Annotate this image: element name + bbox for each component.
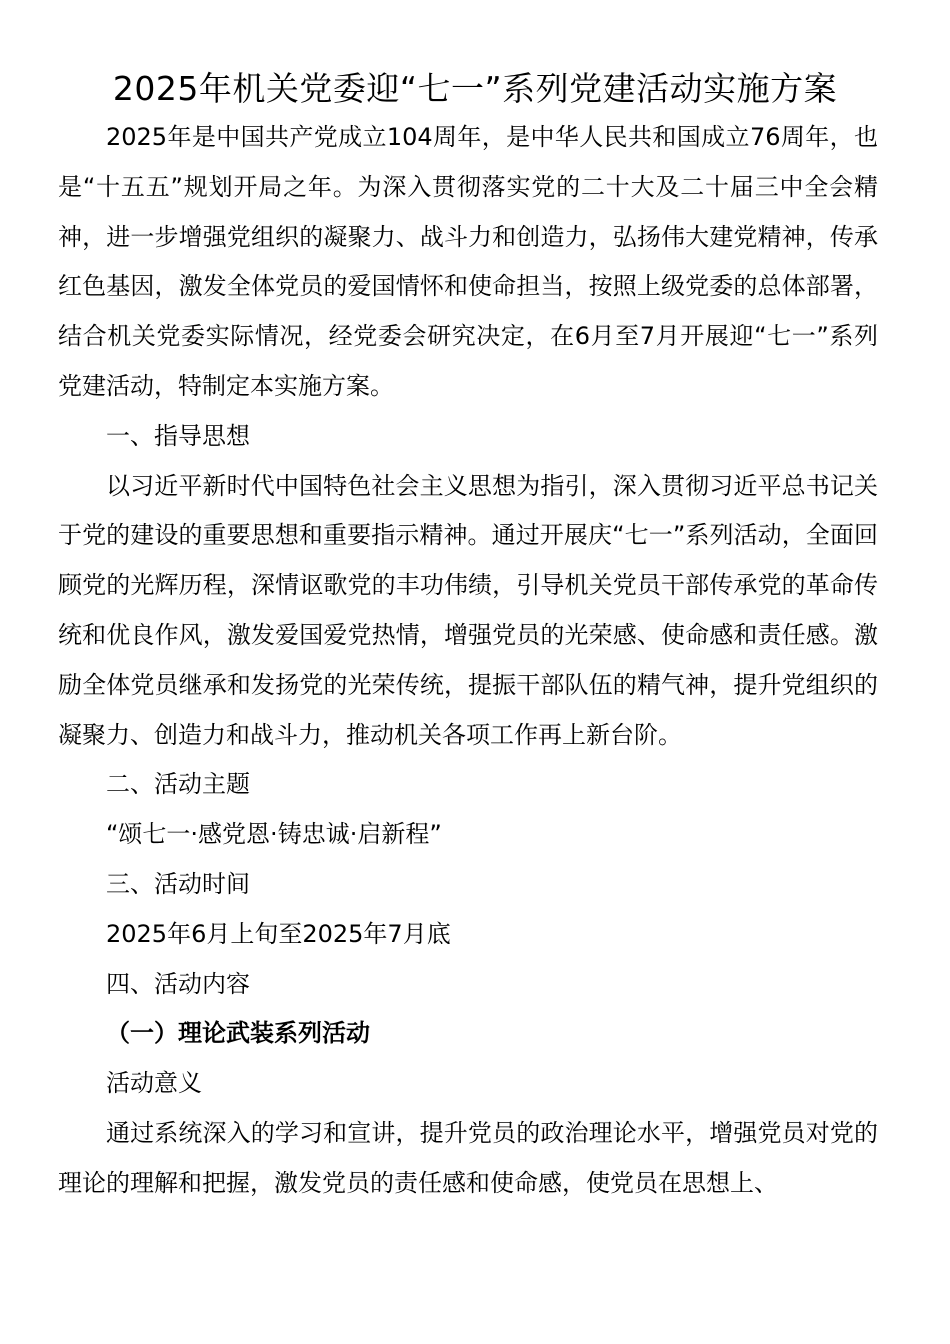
subsection-label-significance: 活动意义 [106, 1069, 202, 1098]
subsection-heading-theory: （一）理论武装系列活动 [106, 1019, 370, 1048]
activity-time-text: 2025年6月上旬至2025年7月底 [106, 919, 451, 948]
section-heading-activity-content: 四、活动内容 [106, 969, 250, 998]
document-body [58, 113, 878, 1209]
significance-paragraph: 通过系统深入的学习和宣讲，提升党员的政治理论水平，增强党员对党的理论的理解和把握，激发党员的责任感和使命感，使党员在思想上、 [58, 1118, 878, 1197]
intro-paragraph: 2025年是中国共产党成立104周年，是中华人民共和国成立76周年，也是“十五五”规划开局之年。为深入贯彻落实党的二十大及二十届三中全会精神，进一步增强党组织的凝聚力、战斗力和创造力，弘扬伟大建党精神，传承红色基因，激发全体党员的爱国情怀和使命担当，按照上级党委的总体部署，结合机关党委实际情况，经党委会研究决定，在6月至7月开展迎“七一”系列党建活动，特制定本实施方案。 [58, 123, 878, 400]
document-title: 2025年机关党委迎“七一”系列党建活动实施方案 [112, 69, 838, 108]
section-heading-guiding-ideology: 一、指导思想 [106, 421, 250, 450]
section-heading-activity-time: 三、活动时间 [106, 869, 250, 898]
section-heading-activity-theme: 二、活动主题 [106, 770, 250, 799]
guiding-ideology-paragraph: 以习近平新时代中国特色社会主义思想为指引，深入贯彻习近平总书记关于党的建设的重要思想和重要指示精神。通过开展庆“七一”系列活动，全面回顾党的光辉历程，深情讴歌党的丰功伟绩，引导机关党员干部传承党的革命传统和优良作风，激发爱国爱党热情，增强党员的光荣感、使命感和责任感。激励全体党员继承和发扬党的光荣传统，提振干部队伍的精气神，提升党组织的凝聚力、创造力和战斗力，推动机关各项工作再上新台阶。 [58, 471, 878, 749]
activity-theme-text: “颂七一·感党恩·铸忠诚·启新程” [106, 820, 442, 849]
